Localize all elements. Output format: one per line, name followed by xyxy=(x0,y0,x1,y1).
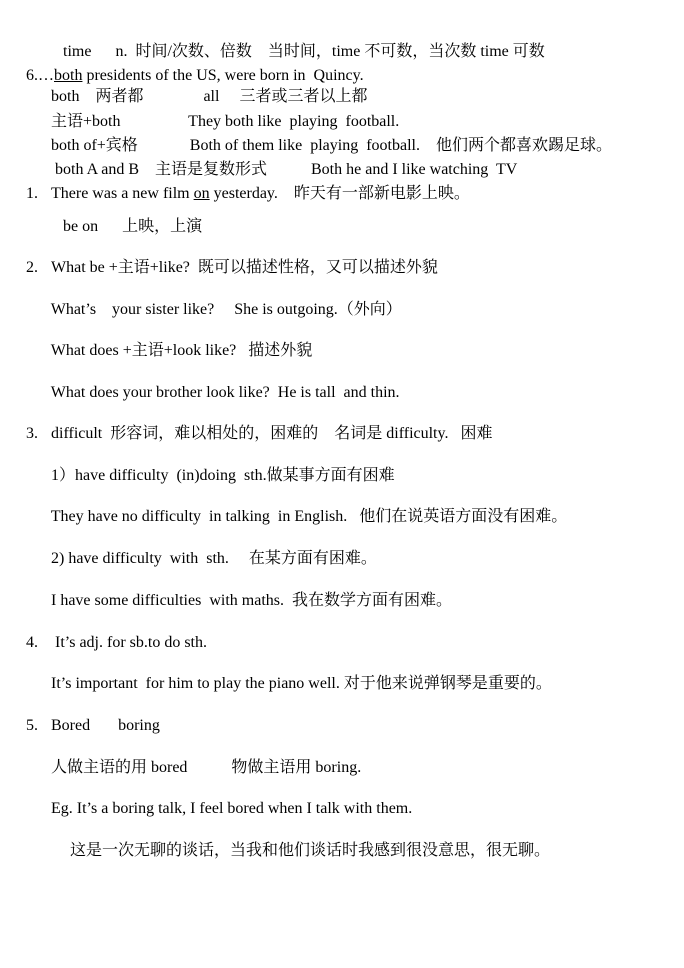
line-text: both 两者都 all 三者或三者以上都 xyxy=(51,88,368,105)
line-text: 人做主语的用 bored 物做主语用 boring. xyxy=(51,759,362,776)
doc-line xyxy=(55,197,202,237)
item-number: 2. xyxy=(26,259,38,276)
line-text: They have no difficulty in talking in English. 他们在说英语方面没有困难。 xyxy=(50,508,568,525)
line-text: 这是一次无聊的谈话，当我和他们谈话时我感到很没意思，很无聊。 xyxy=(70,842,551,859)
doc-line xyxy=(62,821,550,861)
doc-line xyxy=(43,529,377,569)
line-text: both A and B 主语是复数形式 Both he and I like watching TV xyxy=(55,161,518,178)
line-text: Eg. It’s a boring talk, I feel bored when I talk with them. xyxy=(51,800,413,817)
doc-line xyxy=(18,613,207,653)
line-text: time n. 时间/次数、倍数 当时间，time 不可数，当次数 time 可数 xyxy=(63,43,545,60)
doc-line xyxy=(18,404,492,444)
line-text: I have some difficulties with maths. 我在数学方面有困难。 xyxy=(51,592,452,609)
item-number: 1. xyxy=(26,185,38,202)
doc-line xyxy=(43,280,402,320)
line-text: difficult 形容词，难以相处的，困难的 名词是 difficulty. 困难 xyxy=(51,425,493,442)
doc-line xyxy=(43,571,452,611)
item-number: 4. xyxy=(26,634,38,651)
doc-line xyxy=(43,654,552,694)
doc-line xyxy=(43,363,400,403)
line-text: It’s adj. for sb.to do sth. xyxy=(51,634,207,651)
line-text: What does +主语+look like? 描述外貌 xyxy=(50,342,313,359)
line-text: both of+宾格 Both of them like playing football. 他们两个都喜欢踢足球。 xyxy=(51,137,612,154)
doc-line xyxy=(43,321,312,361)
line-text: What be +主语+like? 既可以描述性格，又可以描述外貌 xyxy=(51,259,438,276)
line-text: What’s your sister like? She is outgoing.（外向） xyxy=(50,301,402,318)
item-number: 5. xyxy=(26,717,38,734)
line-text: It’s important for him to play the piano well. 对于他来说弹钢琴是重要的。 xyxy=(51,675,552,692)
line-text: 2) have difficulty with sth. 在某方面有困难。 xyxy=(51,550,377,567)
doc-line xyxy=(43,779,412,819)
line-text: 1）have difficulty (in)doing sth.做某事方面有困难 xyxy=(51,467,395,484)
doc-line xyxy=(43,446,395,486)
line-text: presidents of the US, were born in Quincy. xyxy=(82,67,364,84)
doc-line xyxy=(18,238,438,278)
underlined-word: on xyxy=(193,185,210,202)
line-text: What does your brother look like? He is tall and thin. xyxy=(50,384,400,401)
line-text: 6.… xyxy=(26,67,54,84)
underlined-word: both xyxy=(54,67,83,84)
doc-line xyxy=(18,696,160,736)
line-text: yesterday. 昨天有一部新电影上映。 xyxy=(209,185,470,202)
doc-line xyxy=(43,487,567,527)
line-text: be on 上映，上演 xyxy=(63,218,203,235)
doc-line xyxy=(43,738,361,778)
line-text: Bored boring xyxy=(51,717,160,734)
item-number: 3. xyxy=(26,425,38,442)
line-text: 主语+both They both like playing football. xyxy=(51,113,400,130)
line-text: There was a new film xyxy=(51,185,194,202)
